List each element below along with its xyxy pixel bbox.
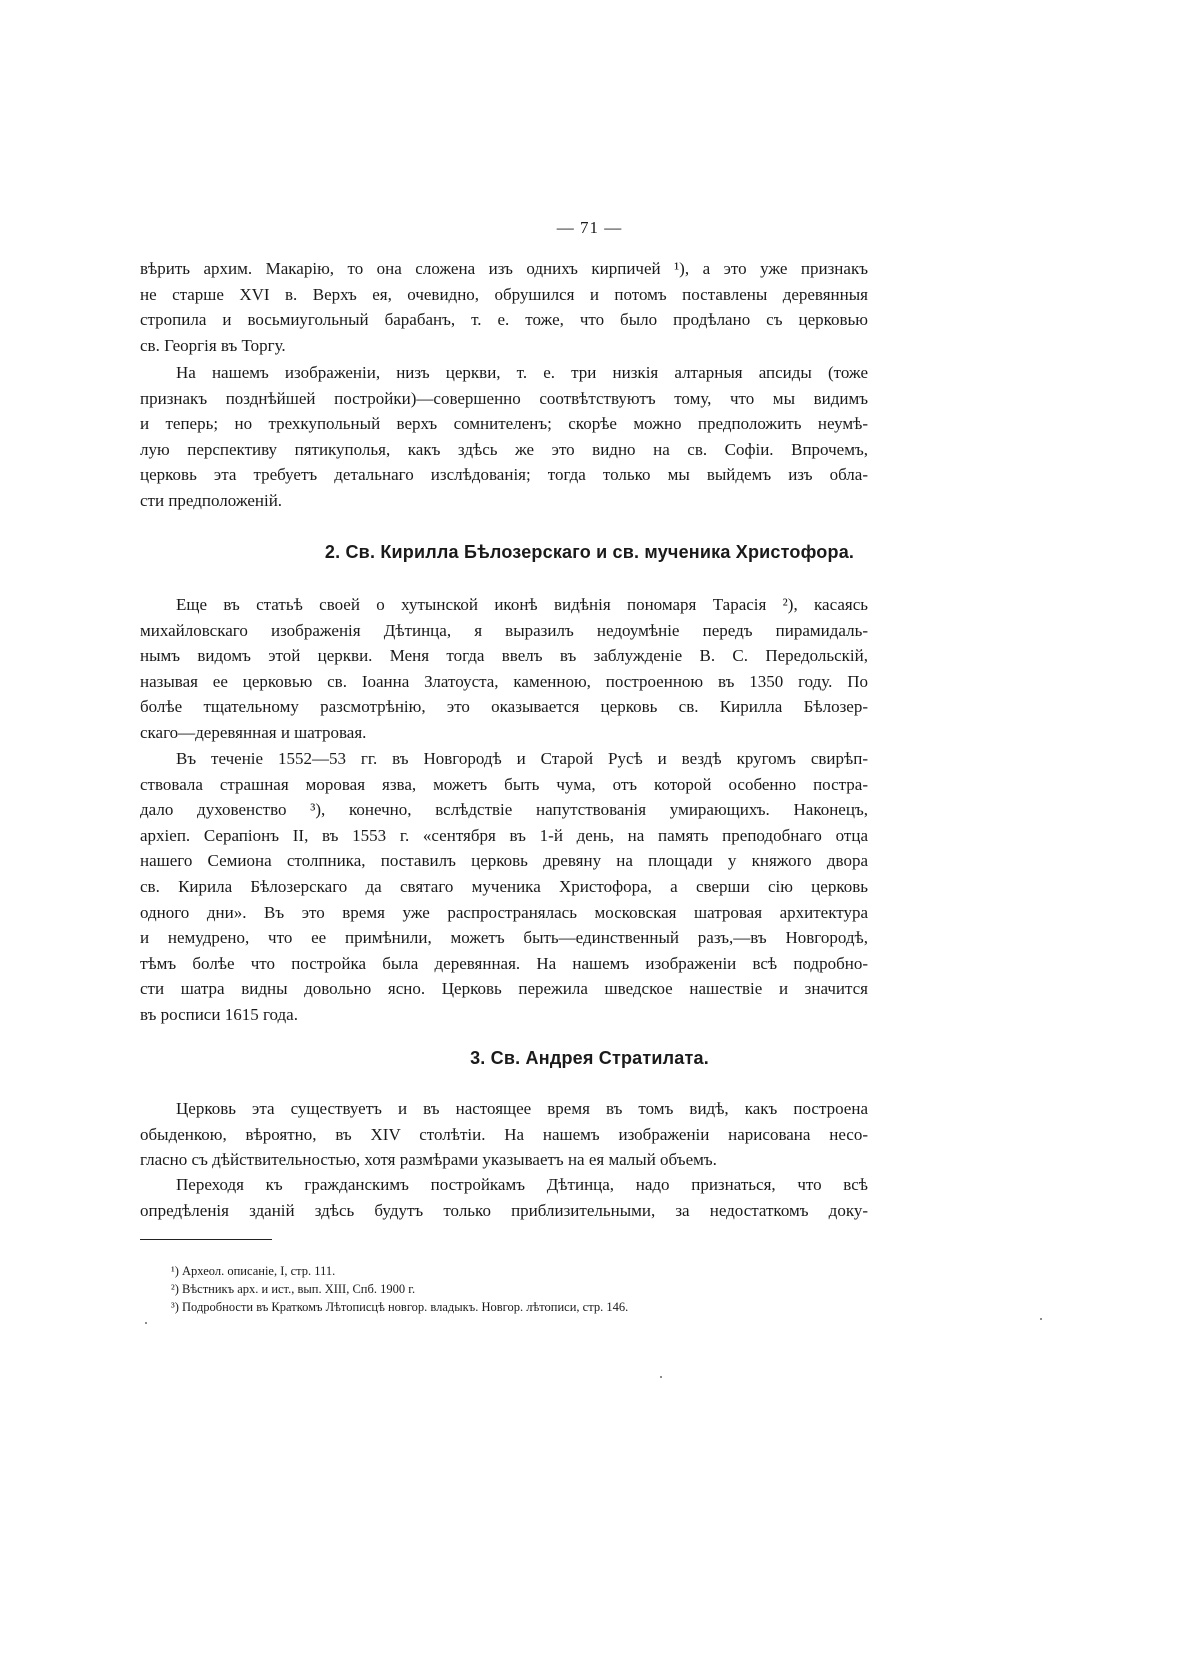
paragraph-5 — [140, 1096, 868, 1173]
text-line: болѣе тщательному разсмотрѣнію, это оказывается церковь св. Кирилла Бѣлозер- — [140, 697, 868, 717]
text-line: въ росписи 1615 года. — [140, 1004, 298, 1024]
footnotes — [171, 1262, 628, 1316]
footnote-rule — [140, 1239, 272, 1240]
text-line: гласно съ дѣйствительностью, хотя размѣрами указываетъ на ея малый объемъ. — [140, 1150, 717, 1170]
text-line: лую перспективу пятикуполья, какъ здѣсь же это видно на св. Софіи. Впрочемъ, — [140, 439, 868, 459]
text-line: нымъ видомъ этой церкви. Меня тогда ввелъ въ заблужденіе В. С. Передольскій, — [140, 646, 868, 666]
scan-speck — [1040, 1318, 1042, 1320]
scan-speck — [145, 1322, 147, 1324]
text-line: нашего Семиона столпника, поставилъ церковь древяну на площади у княжого двора — [140, 851, 868, 871]
text-line: сти шатра видны довольно ясно. Церковь пережила шведское нашествіе и значится — [140, 979, 868, 999]
scan-speck — [660, 1376, 662, 1378]
text-line: дало духовенство ³), конечно, вслѣдствіе напутствованія умирающихъ. Наконецъ, — [140, 800, 868, 820]
page-number: — 71 — — [556, 218, 623, 237]
text-line: св. Георгія въ Торгу. — [140, 335, 286, 355]
footnote-2: ²) Вѣстникъ арх. и ист., вып. XIII, Спб. 1900 г. — [171, 1282, 416, 1296]
text-line: не старше XVI в. Верхъ ея, очевидно, обрушился и потомъ поставлены деревянныя — [140, 284, 868, 304]
paragraph-3 — [140, 592, 868, 746]
paragraph-6 — [140, 1172, 868, 1223]
text-line: обыденкою, вѣроятно, въ XIV столѣтіи. На нашемъ изображеніи нарисована несо- — [140, 1124, 868, 1144]
section-heading-2: 2. Св. Кирилла Бѣлозерскаго и св. мученика Христофора. — [324, 542, 855, 562]
text-line: опредѣленія зданій здѣсь будутъ только приблизительными, за недостаткомъ доку- — [140, 1200, 868, 1220]
text-line: Въ теченіе 1552—53 гг. въ Новгородѣ и Старой Русѣ и вездѣ кругомъ свирѣп- — [176, 749, 868, 768]
text-line: и немудрено, что ее примѣнили, можетъ быть—единственный разъ,—въ Новгородѣ, — [140, 928, 868, 948]
text-line: скаго—деревянная и шатровая. — [140, 722, 367, 742]
text-line: одного дни». Въ это время уже распространялась московская шатровая архитектура — [140, 902, 868, 922]
text-line: св. Кирила Бѣлозерскаго да святаго мученика Христофора, а сверши сію церковь — [140, 876, 868, 896]
paragraph-4 — [140, 746, 868, 1028]
text-line: называя ее церковью св. Іоанна Златоуста, каменною, построенною въ 1350 году. По — [140, 671, 868, 691]
text-line: вѣрить архим. Макарію, то она сложена изъ однихъ кирпичей ¹), а это уже признакъ — [140, 259, 868, 278]
text-line: и теперь; но трехкупольный верхъ сомнителенъ; скорѣе можно предположить неумѣ- — [140, 414, 868, 434]
section-heading-3: 3. Св. Андрея Стратилата. — [470, 1048, 709, 1068]
text-line: тѣмъ болѣе что постройка была деревянная. На нашемъ изображеніи всѣ подробно- — [140, 953, 868, 973]
paragraph-1 — [140, 256, 868, 358]
text-line: михайловскаго изображенія Дѣтинца, я выразилъ недоумѣніе передъ пирамидаль- — [140, 620, 868, 640]
text-line: Переходя къ гражданскимъ постройкамъ Дѣтинца, надо признаться, что всѣ — [176, 1175, 868, 1194]
text-line: стропила и восьмиугольный барабанъ, т. е. тоже, что было продѣлано съ церковью — [140, 310, 868, 330]
text-line: архіеп. Серапіонъ II, въ 1553 г. «сентября въ 1-й день, на память преподобнаго отца — [140, 825, 868, 845]
text-line: церковь эта требуетъ детальнаго изслѣдованія; тогда только мы выйдемъ изъ обла- — [140, 465, 868, 485]
text-line: На нашемъ изображеніи, низъ церкви, т. е. три низкія алтарныя апсиды (тоже — [176, 363, 868, 382]
paragraph-2 — [140, 360, 868, 514]
text-line: Еще въ статьѣ своей о хутынской иконѣ видѣнія пономаря Тарасія ²), касаясь — [176, 595, 868, 614]
text-line: Церковь эта существуетъ и въ настоящее время въ томъ видѣ, какъ построена — [176, 1099, 868, 1118]
text-line: признакъ позднѣйшей постройки)—совершенно соотвѣтствуютъ тому, что мы видимъ — [140, 388, 868, 408]
footnote-1: ¹) Археол. описаніе, I, стр. 111. — [171, 1264, 336, 1278]
footnote-3: ³) Подробности въ Краткомъ Лѣтописцѣ новгор. владыкъ. Новгор. лѣтописи, стр. 146. — [171, 1300, 629, 1314]
text-line: сти предположеній. — [140, 490, 283, 510]
text-line: ствовала страшная моровая язва, можетъ быть чума, отъ которой особенно постра- — [140, 774, 868, 794]
